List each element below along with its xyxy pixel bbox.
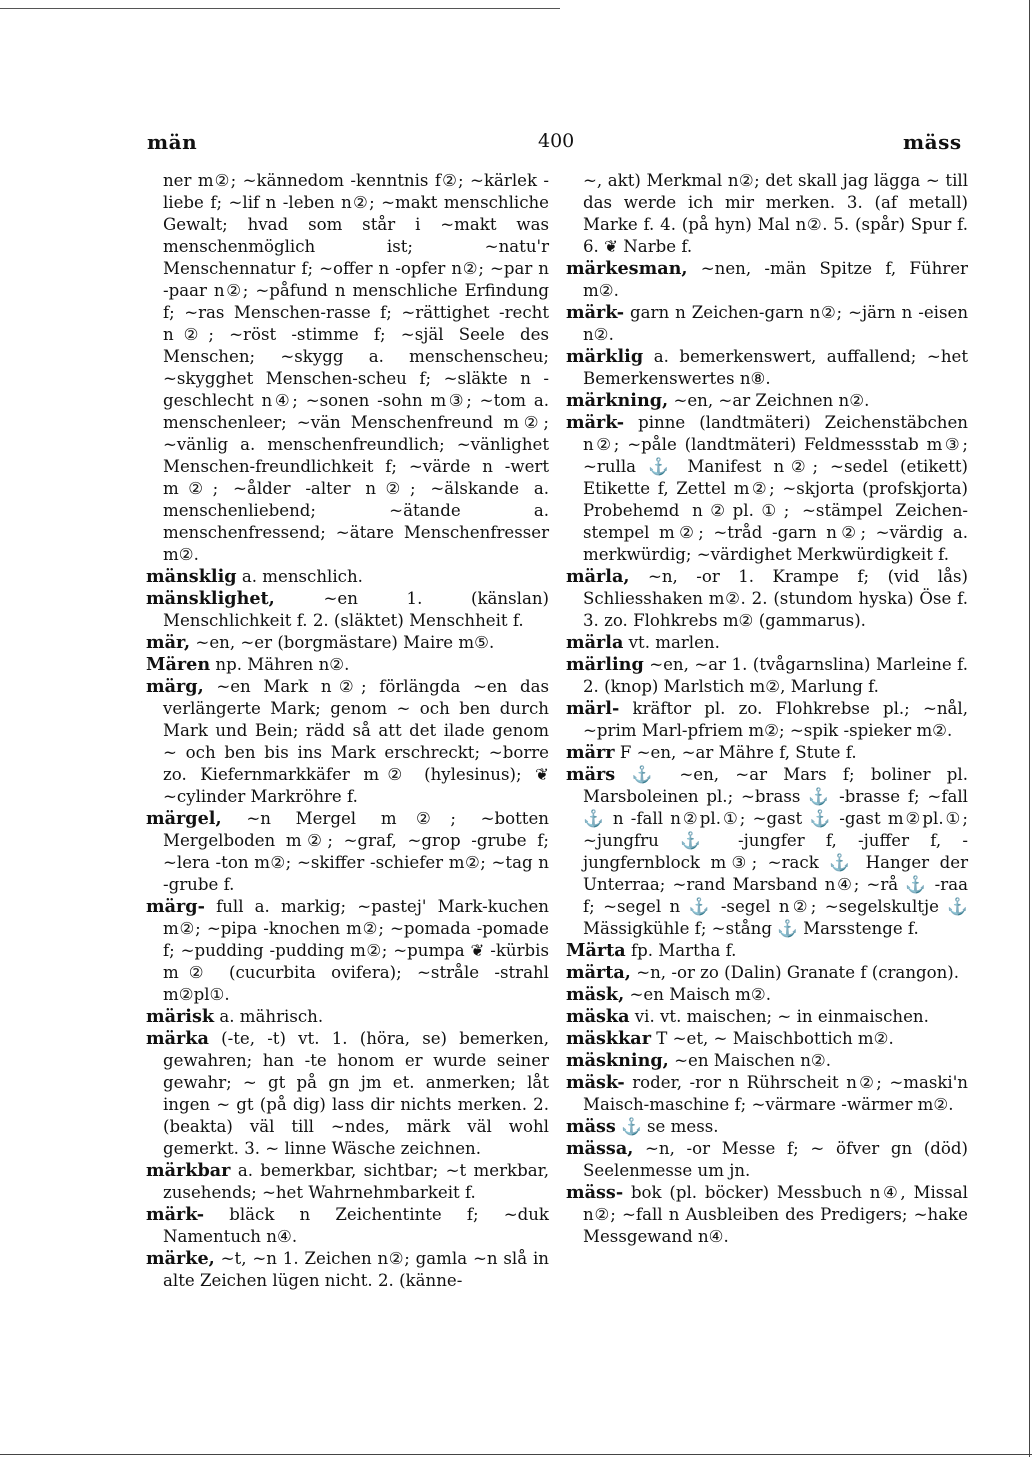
entry-definition: a. mährisch. — [219, 1007, 324, 1026]
entry-headword: märisk — [146, 1006, 215, 1027]
dictionary-entry — [566, 1072, 968, 1116]
entry-definition: ~n Mergel m②; ~botten Mergelboden m②; ~graf, ~grop -grube f; ~lera -ton m②; ~skiffer -schiefer m②; ~tag n -grube f. — [163, 809, 549, 894]
dictionary-entry — [566, 632, 968, 654]
right-guide-word: mäss — [903, 130, 962, 154]
entry-definition: roder, -ror n Rührscheit n②; ~maski'n Maisch-maschine f; ~värmare -wärmer m②. — [583, 1073, 968, 1114]
dictionary-entry — [566, 412, 968, 566]
entry-headword: märk- — [146, 1204, 205, 1225]
entry-definition: ~n, -or Messe f; ~ öfver gn (död) Seelenmesse um jn. — [583, 1139, 968, 1180]
entry-headword: mäskkar — [566, 1028, 651, 1049]
entry-headword: märgel, — [146, 808, 222, 829]
dictionary-entry — [146, 170, 549, 566]
entry-headword: mässa, — [566, 1138, 634, 1159]
scan-top-rule — [0, 8, 560, 9]
dictionary-entry — [146, 1006, 549, 1028]
entry-headword: märs — [566, 764, 616, 785]
entry-definition: np. Mähren n②. — [215, 655, 350, 674]
entry-definition: ~en, ~ar 1. (tvågarnslina) Marleine f. 2. (knop) Marlstich m②, Marlung f. — [583, 655, 968, 696]
scan-right-edge — [1029, 0, 1030, 1457]
page-header — [0, 130, 1032, 160]
dictionary-entry — [146, 1160, 549, 1204]
entry-headword: mäskning, — [566, 1050, 669, 1071]
dictionary-entry — [566, 698, 968, 742]
scan-bottom-edge — [0, 1454, 1032, 1455]
entry-definition: ~t, ~n 1. Zeichen n②; gamla ~n slå in alte Zeichen lügen nicht. 2. (känne- — [163, 1249, 549, 1290]
entry-definition: ~en, ~ar Zeichnen n②. — [673, 391, 870, 410]
entry-definition: ~en Maisch m②. — [629, 985, 772, 1004]
entry-headword: mäss- — [566, 1182, 624, 1203]
dictionary-entry — [566, 1182, 968, 1248]
entry-headword: mänsklighet, — [146, 588, 275, 609]
entry-definition: ~en Mark n②; förlängda ~en das verlängerte Mark; genom ~ och ben durch Mark und Bein; rädd så att det ilade genom ~ och ben bis ins Mark erschreckt; ~borre zo. Kiefernmarkkäfer m② (hylesinus); ❦ ~cylinder Markröhre f. — [163, 677, 549, 806]
entry-headword: märla, — [566, 566, 630, 587]
left-guide-word: män — [147, 130, 198, 154]
entry-headword: märk- — [566, 412, 625, 433]
entry-definition: fp. Martha f. — [630, 941, 737, 960]
entry-headword: mänsklig — [146, 566, 237, 587]
entry-headword: märla — [566, 632, 624, 653]
entry-definition: a. bemerkenswert, auffallend; ~het Bemerkenswertes n⑧. — [583, 347, 968, 388]
right-column — [566, 170, 968, 1248]
entry-definition: ~nen, -män Spitze f, Führer m②. — [583, 259, 968, 300]
entry-headword: mär, — [146, 632, 191, 653]
page-number: 400 — [538, 130, 575, 152]
dictionary-entry — [146, 632, 549, 654]
entry-definition: garn n Zeichen-garn n②; ~järn n -eisen n②. — [583, 303, 969, 344]
entry-headword: mäska — [566, 1006, 630, 1027]
dictionary-entry — [146, 808, 549, 896]
dictionary-entry — [566, 940, 968, 962]
entry-headword: märr — [566, 742, 615, 763]
entry-headword: märling — [566, 654, 644, 675]
entry-definition: pinne (landtmäteri) Zeichenstäbchen n②; ~påle (landtmäteri) Feldmessstab m③; ~rulla ⚓ Manifest n②; ~sedel (etikett) Etikette f, Zettel m②; ~skjorta (profskjorta) Probehemd n②pl.①; ~stämpel Zeichen-stempel m②; ~tråd -garn n②; ~värdig a. merkwürdig; ~värdighet Merkwürdigkeit f. — [583, 413, 968, 564]
dictionary-entry — [566, 566, 968, 632]
dictionary-entry — [146, 1028, 549, 1160]
entry-definition: ⚓ ~en, ~ar Mars f; boliner pl. Marsboleinen pl.; ~brass ⚓ -brasse f; ~fall ⚓ n -fall n②pl.①; ~gast ⚓ -gast m②pl.①; ~jungfru ⚓ -jungfer f, -juffer f, -jungfernblock m③; ~rack ⚓ Hanger der Unterraa; ~rand Marsband n④; ~rå ⚓ -raa f; ~segel n ⚓ -segel n②; ~segelskultje ⚓ Mässigkühle f; ~stång ⚓ Marsstenge f. — [583, 765, 968, 938]
entry-definition: ~en, ~er (borgmästare) Maire m⑤. — [195, 633, 495, 652]
dictionary-entry — [146, 1248, 549, 1292]
entry-headword: mäsk- — [566, 1072, 625, 1093]
entry-definition: kräftor pl. zo. Flohkrebse pl.; ~nål, ~prim Marl-pfriem m②; ~spik -spieker m②. — [583, 699, 969, 740]
dictionary-entry — [566, 1050, 968, 1072]
entry-definition: vt. marlen. — [628, 633, 720, 652]
entry-definition: T ~et, ~ Maischbottich m②. — [656, 1029, 894, 1048]
dictionary-entry — [566, 302, 968, 346]
dictionary-entry — [146, 896, 549, 1006]
entry-headword: märg, — [146, 676, 204, 697]
entry-definition: bläck n Zeichentinte f; ~duk Namentuch n④. — [163, 1205, 549, 1246]
dictionary-entry — [566, 742, 968, 764]
dictionary-entry — [566, 654, 968, 698]
dictionary-entry — [566, 984, 968, 1006]
entry-headword: märkning, — [566, 390, 669, 411]
entry-definition: a. bemerkbar, sichtbar; ~t merkbar, zusehends; ~het Wahrnehmbarkeit f. — [163, 1161, 549, 1202]
dictionary-entry — [146, 566, 549, 588]
entry-headword: märg- — [146, 896, 205, 917]
dictionary-entry — [566, 764, 968, 940]
entry-headword: mäss — [566, 1116, 616, 1137]
entry-definition: ner m②; ~kännedom -kenntnis f②; ~kärlek -liebe f; ~lif n -leben n②; ~makt menschliche Gewalt; hvad som står i ~makt was menschenmöglich ist; ~natu'r Menschennatur f; ~offer n -opfer n②; ~par n -paar n②; ~påfund n menschliche Erfindung f; ~ras Menschen-rasse f; ~rättighet -recht n②; ~röst -stimme f; ~själ Seele des Menschen; ~skygg a. menschenscheu; ~skygghet Menschen-scheu f; ~släkte n -geschlecht n④; ~sonen -sohn m③; ~tom a. menschenleer; ~vän Menschenfreund m②; ~vänlig a. menschenfreundlich; ~vänlighet Menschen-freundlichkeit f; ~värde n -wert m②; ~ålder -alter n②; ~älskande a. menschenliebend; ~ätande a. menschenfressend; ~ätare Menschenfresser m②. — [163, 171, 549, 564]
dictionary-entry — [146, 676, 549, 808]
dictionary-entry — [566, 390, 968, 412]
dictionary-entry — [566, 346, 968, 390]
dictionary-entry — [146, 588, 549, 632]
entry-definition: ~en 1. (känslan) Menschlichkeit f. 2. (släktet) Menschheit f. — [163, 589, 549, 630]
dictionary-entry — [566, 1028, 968, 1050]
entry-headword: märklig — [566, 346, 644, 367]
dictionary-entry — [566, 1138, 968, 1182]
entry-definition: full a. markig; ~pastej' Mark-kuchen m②; ~pipa -knochen m②; ~pomada -pomade f; ~pudding -pudding m②; ~pumpa ❦ -kürbis m② (cucurbita ovifera); ~stråle -strahl m②pl①. — [163, 897, 549, 1004]
entry-definition: bok (pl. böcker) Messbuch n④, Missal n②; ~fall n Ausbleiben des Predigers; ~hake Messgewand n④. — [583, 1183, 968, 1246]
entry-definition: ~n, -or 1. Krampe f; (vid lås) Schliesshaken m②. 2. (stundom hyska) Öse f. 3. zo. Flohkrebs m② (gammarus). — [583, 567, 968, 630]
entry-headword: Mären — [146, 654, 211, 675]
entry-definition: ~, akt) Merkmal n②; det skall jag lägga ~ till das werde ich mir merken. 3. (af metall) Marke f. 4. (på hyn) Mal n②. 5. (spår) Spur f. 6. ❦ Narbe f. — [583, 171, 968, 256]
entry-definition: ⚓ se mess. — [621, 1117, 719, 1136]
entry-headword: märk- — [566, 302, 625, 323]
entry-headword: märta, — [566, 962, 631, 983]
entry-headword: märka — [146, 1028, 209, 1049]
dictionary-entry — [146, 1204, 549, 1248]
entry-headword: mäsk, — [566, 984, 625, 1005]
entry-headword: märl- — [566, 698, 620, 719]
entry-headword: märkesman, — [566, 258, 688, 279]
entry-definition: (-te, -t) vt. 1. (höra, se) bemerken, gewahren; han -te honom er wurde seiner gewahr; ~ gt på gn jm et. anmerken; låt ingen ~ gt (på dig) lass dir nichts merken. 2. (beakta) väl till ~ndes, märk väl wohl gemerkt. 3. ~ linne Wäsche zeichnen. — [163, 1029, 550, 1158]
left-column — [146, 170, 549, 1292]
entry-headword: märke, — [146, 1248, 215, 1269]
dictionary-entry — [566, 962, 968, 984]
entry-definition: ~en Maischen n②. — [674, 1051, 832, 1070]
entry-definition: ~n, -or zo (Dalin) Granate f (crangon). — [636, 963, 960, 982]
dictionary-entry — [566, 1006, 968, 1028]
entry-headword: märkbar — [146, 1160, 231, 1181]
dictionary-entry — [566, 258, 968, 302]
entry-definition: F ~en, ~ar Mähre f, Stute f. — [619, 743, 857, 762]
dictionary-entry — [566, 1116, 968, 1138]
entry-definition: a. menschlich. — [241, 567, 363, 586]
entry-headword: Märta — [566, 940, 626, 961]
entry-definition: vi. vt. maischen; ~ in einmaischen. — [634, 1007, 929, 1026]
dictionary-entry — [566, 170, 968, 258]
dictionary-entry — [146, 654, 549, 676]
